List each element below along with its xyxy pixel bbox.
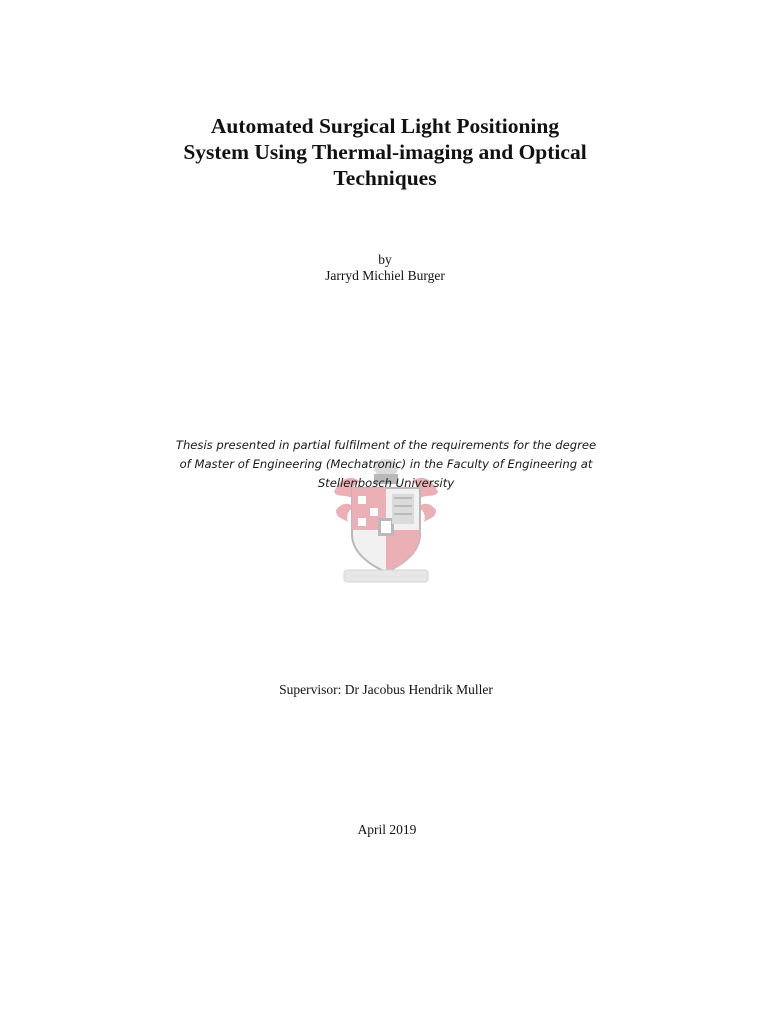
thesis-title	[85, 113, 685, 191]
submission-date: April 2019	[357, 822, 417, 837]
by-label: by	[378, 252, 392, 267]
thesis-title-line: Automated Surgical Light Positioning	[210, 114, 560, 138]
thesis-statement-line: Stellenbosch University	[317, 476, 455, 490]
supervisor-line: Supervisor: Dr Jacobus Hendrik Muller	[279, 682, 493, 697]
thesis-statement	[160, 436, 612, 493]
thesis-title-line: System Using Thermal-imaging and Optical	[183, 140, 587, 164]
thesis-title-line: Techniques	[333, 166, 437, 190]
thesis-statement-line: of Master of Engineering (Mechatronic) in the Faculty of Engineering at	[179, 457, 593, 471]
author-name: Jarryd Michiel Burger	[325, 268, 445, 283]
thesis-statement-line: Thesis presented in partial fulfilment of the requirements for the degree	[175, 438, 597, 452]
